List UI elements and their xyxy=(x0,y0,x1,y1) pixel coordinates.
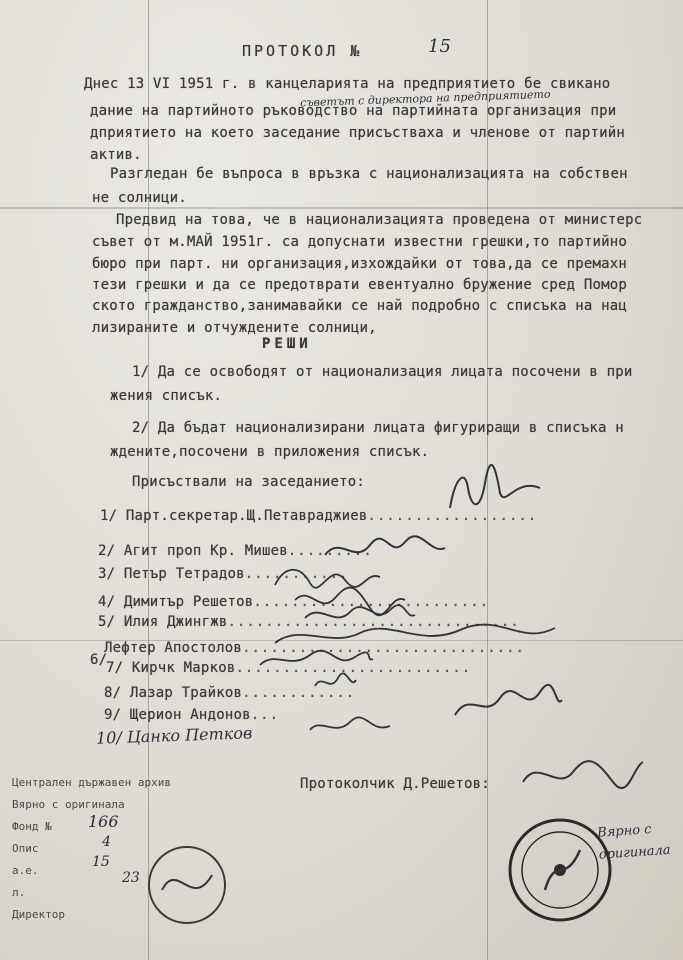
paragraph-line: не солници. xyxy=(92,190,187,206)
decision-line: 1/ Да се освободят от национализация лицата посочени в при xyxy=(132,364,633,380)
attendee-number: 7/ xyxy=(106,660,124,676)
archive-stamp-line: л. xyxy=(12,886,26,899)
archive-ae-number: 15 xyxy=(92,854,110,870)
decision-line: жения списък. xyxy=(110,388,223,404)
archive-stamp-line: Вярно с оригинала xyxy=(12,798,125,811)
signature-dots: ......... xyxy=(287,543,373,559)
signature-1 xyxy=(440,458,550,528)
decision-line: ждените,посочени в приложения списък. xyxy=(110,444,430,460)
intro-line: дание на партийното ръководство на партийната организация при xyxy=(90,103,617,119)
attendee-number: 4/ xyxy=(98,594,116,610)
margin-note-handwritten: Вярно с оригинала xyxy=(596,822,671,863)
archive-stamp-line: Опис xyxy=(12,842,39,855)
archive-stamp-line: Фонд № xyxy=(12,820,52,833)
title-number-handwritten: 15 xyxy=(428,36,451,57)
attendee-row xyxy=(104,707,279,723)
archive-stamp-line: а.е. xyxy=(12,864,39,877)
intro-line: дприятието на което заседание присъстваха и членове от партийн xyxy=(90,125,625,141)
attendee-name: Кирчк Марков xyxy=(131,660,236,676)
attendee-name: Димитър Решетов xyxy=(123,594,254,610)
signature-dots: ............................... xyxy=(227,614,520,630)
attendee-number: 3/ xyxy=(98,566,116,582)
signature-dots: ... xyxy=(250,707,280,723)
recorder-line: Протоколчик Д.Решетов: xyxy=(300,776,490,792)
attendee-name: Цанко Петков xyxy=(126,723,253,747)
document-title: ПРОТОКОЛ № xyxy=(242,42,363,60)
archive-round-stamp xyxy=(142,830,232,940)
attendee-number: 9/ xyxy=(104,707,122,723)
attendee-number: 6/ xyxy=(90,652,108,668)
interlinear-handwriting: съветът с директора на предприятието xyxy=(299,87,551,110)
signature-dots: ............ xyxy=(242,685,356,701)
paragraph-line: Разгледан бе въпроса в връзка с национализацията на собствен xyxy=(110,166,628,182)
signature-dots: .............................. xyxy=(242,640,525,656)
paragraph-line: лизираните и отчуждените солници, xyxy=(92,320,377,336)
attendee-name: Илия Джингжв xyxy=(123,614,228,630)
intro-line: Днес 13 VI 1951 г. в канцеларията на предприятието бе свикано xyxy=(84,76,611,92)
signature-8 xyxy=(310,668,360,698)
fold-line-upper xyxy=(0,207,683,209)
signature-9 xyxy=(450,680,565,730)
attendee-name: Парт.секретар.Щ.Петавраджиев xyxy=(125,508,368,524)
paragraph-line: Предвид на това, че в национализацията проведена от министерс xyxy=(116,212,643,228)
attendee-number: 1/ xyxy=(100,508,118,524)
attendee-name: Лефтер Апостолов xyxy=(104,640,243,656)
signature-10 xyxy=(305,712,395,742)
archive-stamp-line: Директор xyxy=(12,908,65,921)
paragraph-line: ското гражданство,занимавайки се най подробно с списъка на нац xyxy=(92,298,627,314)
attendee-number: 5/ xyxy=(98,614,116,630)
attendee-name: Петър Тетрадов xyxy=(123,566,245,582)
attendee-number: 2/ xyxy=(98,543,116,559)
signature-dots: ......................... xyxy=(253,594,490,610)
paragraph-line: съвет от м.МАЙ 1951г. са допуснати известни грешки,то партийно xyxy=(92,234,627,250)
archive-stamp-line: Централен държавен архив xyxy=(12,776,171,789)
attendees-heading: Присъствали на заседанието: xyxy=(132,474,365,490)
decision-heading: РЕШИ xyxy=(262,336,312,352)
paragraph-line: тези грешки и да се предотврати евентуално бружение сред Помор xyxy=(92,277,627,293)
archive-list-number: 23 xyxy=(122,870,140,886)
attendee-name: Агит проп Кр. Мишев xyxy=(123,543,288,559)
signature-dots: ........... xyxy=(244,566,349,582)
intro-line: актив. xyxy=(90,147,142,163)
signature-dots: .................. xyxy=(367,508,538,524)
signature-dots: ......................... xyxy=(235,660,472,676)
paragraph-line: бюро при парт. ни организация,изхождайки от това,да се премахн xyxy=(92,256,627,272)
recorder-signature xyxy=(518,752,648,802)
archive-opis-number: 4 xyxy=(102,834,111,850)
decision-line: 2/ Да бъдат национализирани лицата фигуриращи в списъка н xyxy=(132,420,624,436)
archive-fond-number: 166 xyxy=(88,812,119,831)
archive-stamp xyxy=(12,770,242,950)
attendee-name: Лазар Трайков xyxy=(129,685,243,701)
attendee-number: 8/ xyxy=(104,685,122,701)
attendee-row-handwritten xyxy=(96,723,253,747)
attendee-name: Щерион Андонов xyxy=(129,707,251,723)
attendee-number: 10/ xyxy=(95,727,123,748)
